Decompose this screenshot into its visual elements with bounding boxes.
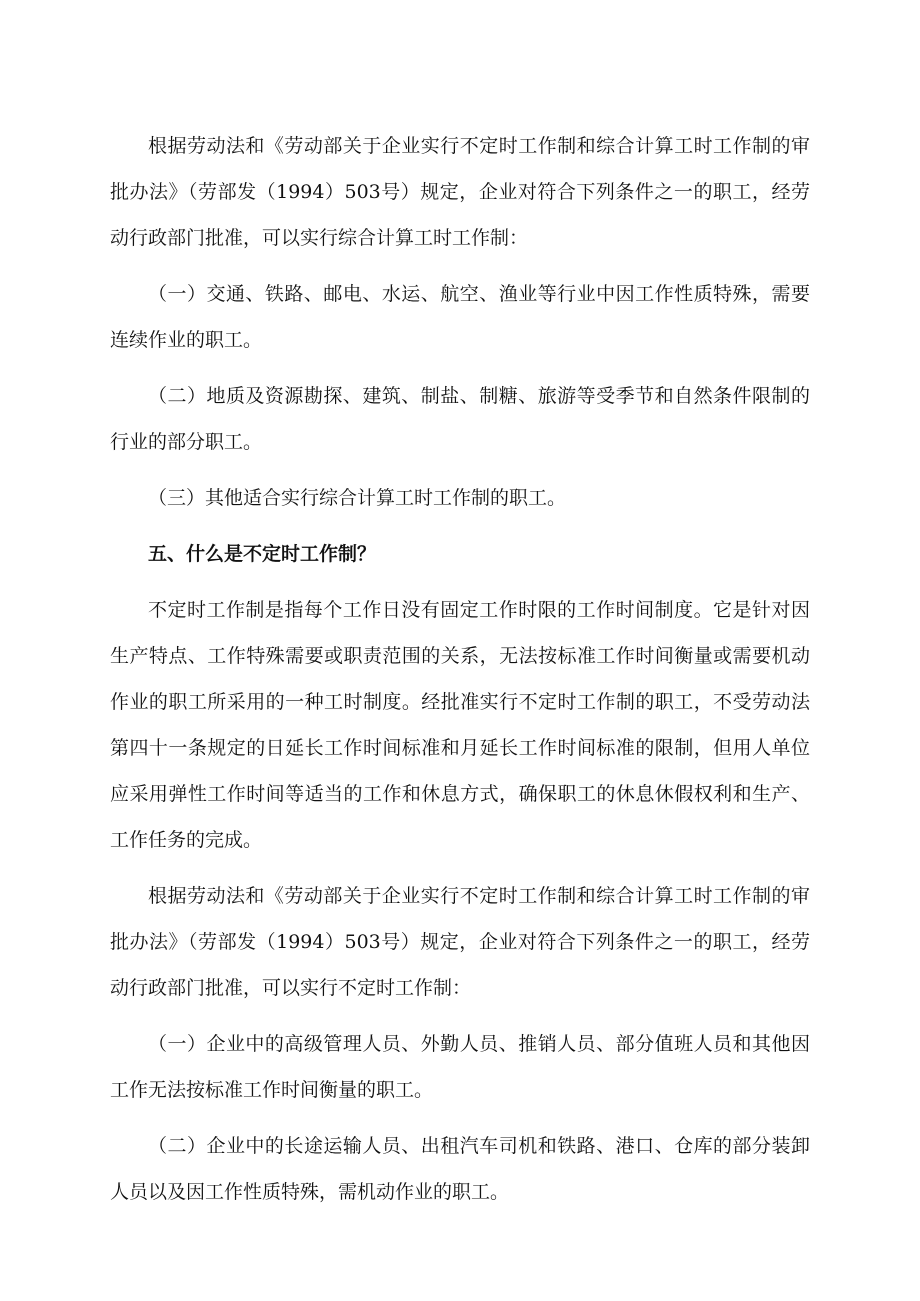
paragraph-flexible-item-2: （二）企业中的长途运输人员、出租汽车司机和铁路、港口、仓库的部分装卸人员以及因工作性质特殊，需机动作业的职工。: [110, 1135, 810, 1203]
paragraph-flexible-definition: 不定时工作制是指每个工作日没有固定工作时限的工作时间制度。它是针对因生产特点、工作特殊需要或职责范围的关系，无法按标准工作时间衡量或需要机动作业的职工所采用的一种工时制度。经批准实行不定时工作制的职工，不受劳动法第四十一条规定的日延长工作时间标准和月延长工作时间标准的限制，但用人单位应采用弹性工作时间等适当的工作和休息方式，确保职工的休息休假权利和生产、工作任务的完成。: [110, 599, 810, 851]
paragraph-comprehensive-item-1: （一）交通、铁路、邮电、水运、航空、渔业等行业中因工作性质特殊，需要连续作业的职工。: [110, 283, 810, 351]
document-body: [110, 123, 810, 1225]
paragraph-flexible-intro: 根据劳动法和《劳动部关于企业实行不定时工作制和综合计算工时工作制的审批办法》（劳部发（1994）503号）规定，企业对符合下列条件之一的职工，经劳动行政部门批准，可以实行不定时工作制：: [110, 885, 810, 999]
paragraph-comprehensive-item-3: （三）其他适合实行综合计算工时工作制的职工。: [148, 487, 567, 509]
paragraph-comprehensive-intro: 根据劳动法和《劳动部关于企业实行不定时工作制和综合计算工时工作制的审批办法》（劳部发（1994）503号）规定，企业对符合下列条件之一的职工，经劳动行政部门批准，可以实行综合计算工时工作制：: [110, 135, 810, 249]
paragraph-comprehensive-item-2: （二）地质及资源勘探、建筑、制盐、制糖、旅游等受季节和自然条件限制的行业的部分职工。: [110, 385, 810, 453]
section-heading: 五、什么是不定时工作制？: [148, 543, 377, 565]
paragraph-flexible-item-1: （一）企业中的高级管理人员、外勤人员、推销人员、部分值班人员和其他因工作无法按标准工作时间衡量的职工。: [110, 1033, 810, 1101]
